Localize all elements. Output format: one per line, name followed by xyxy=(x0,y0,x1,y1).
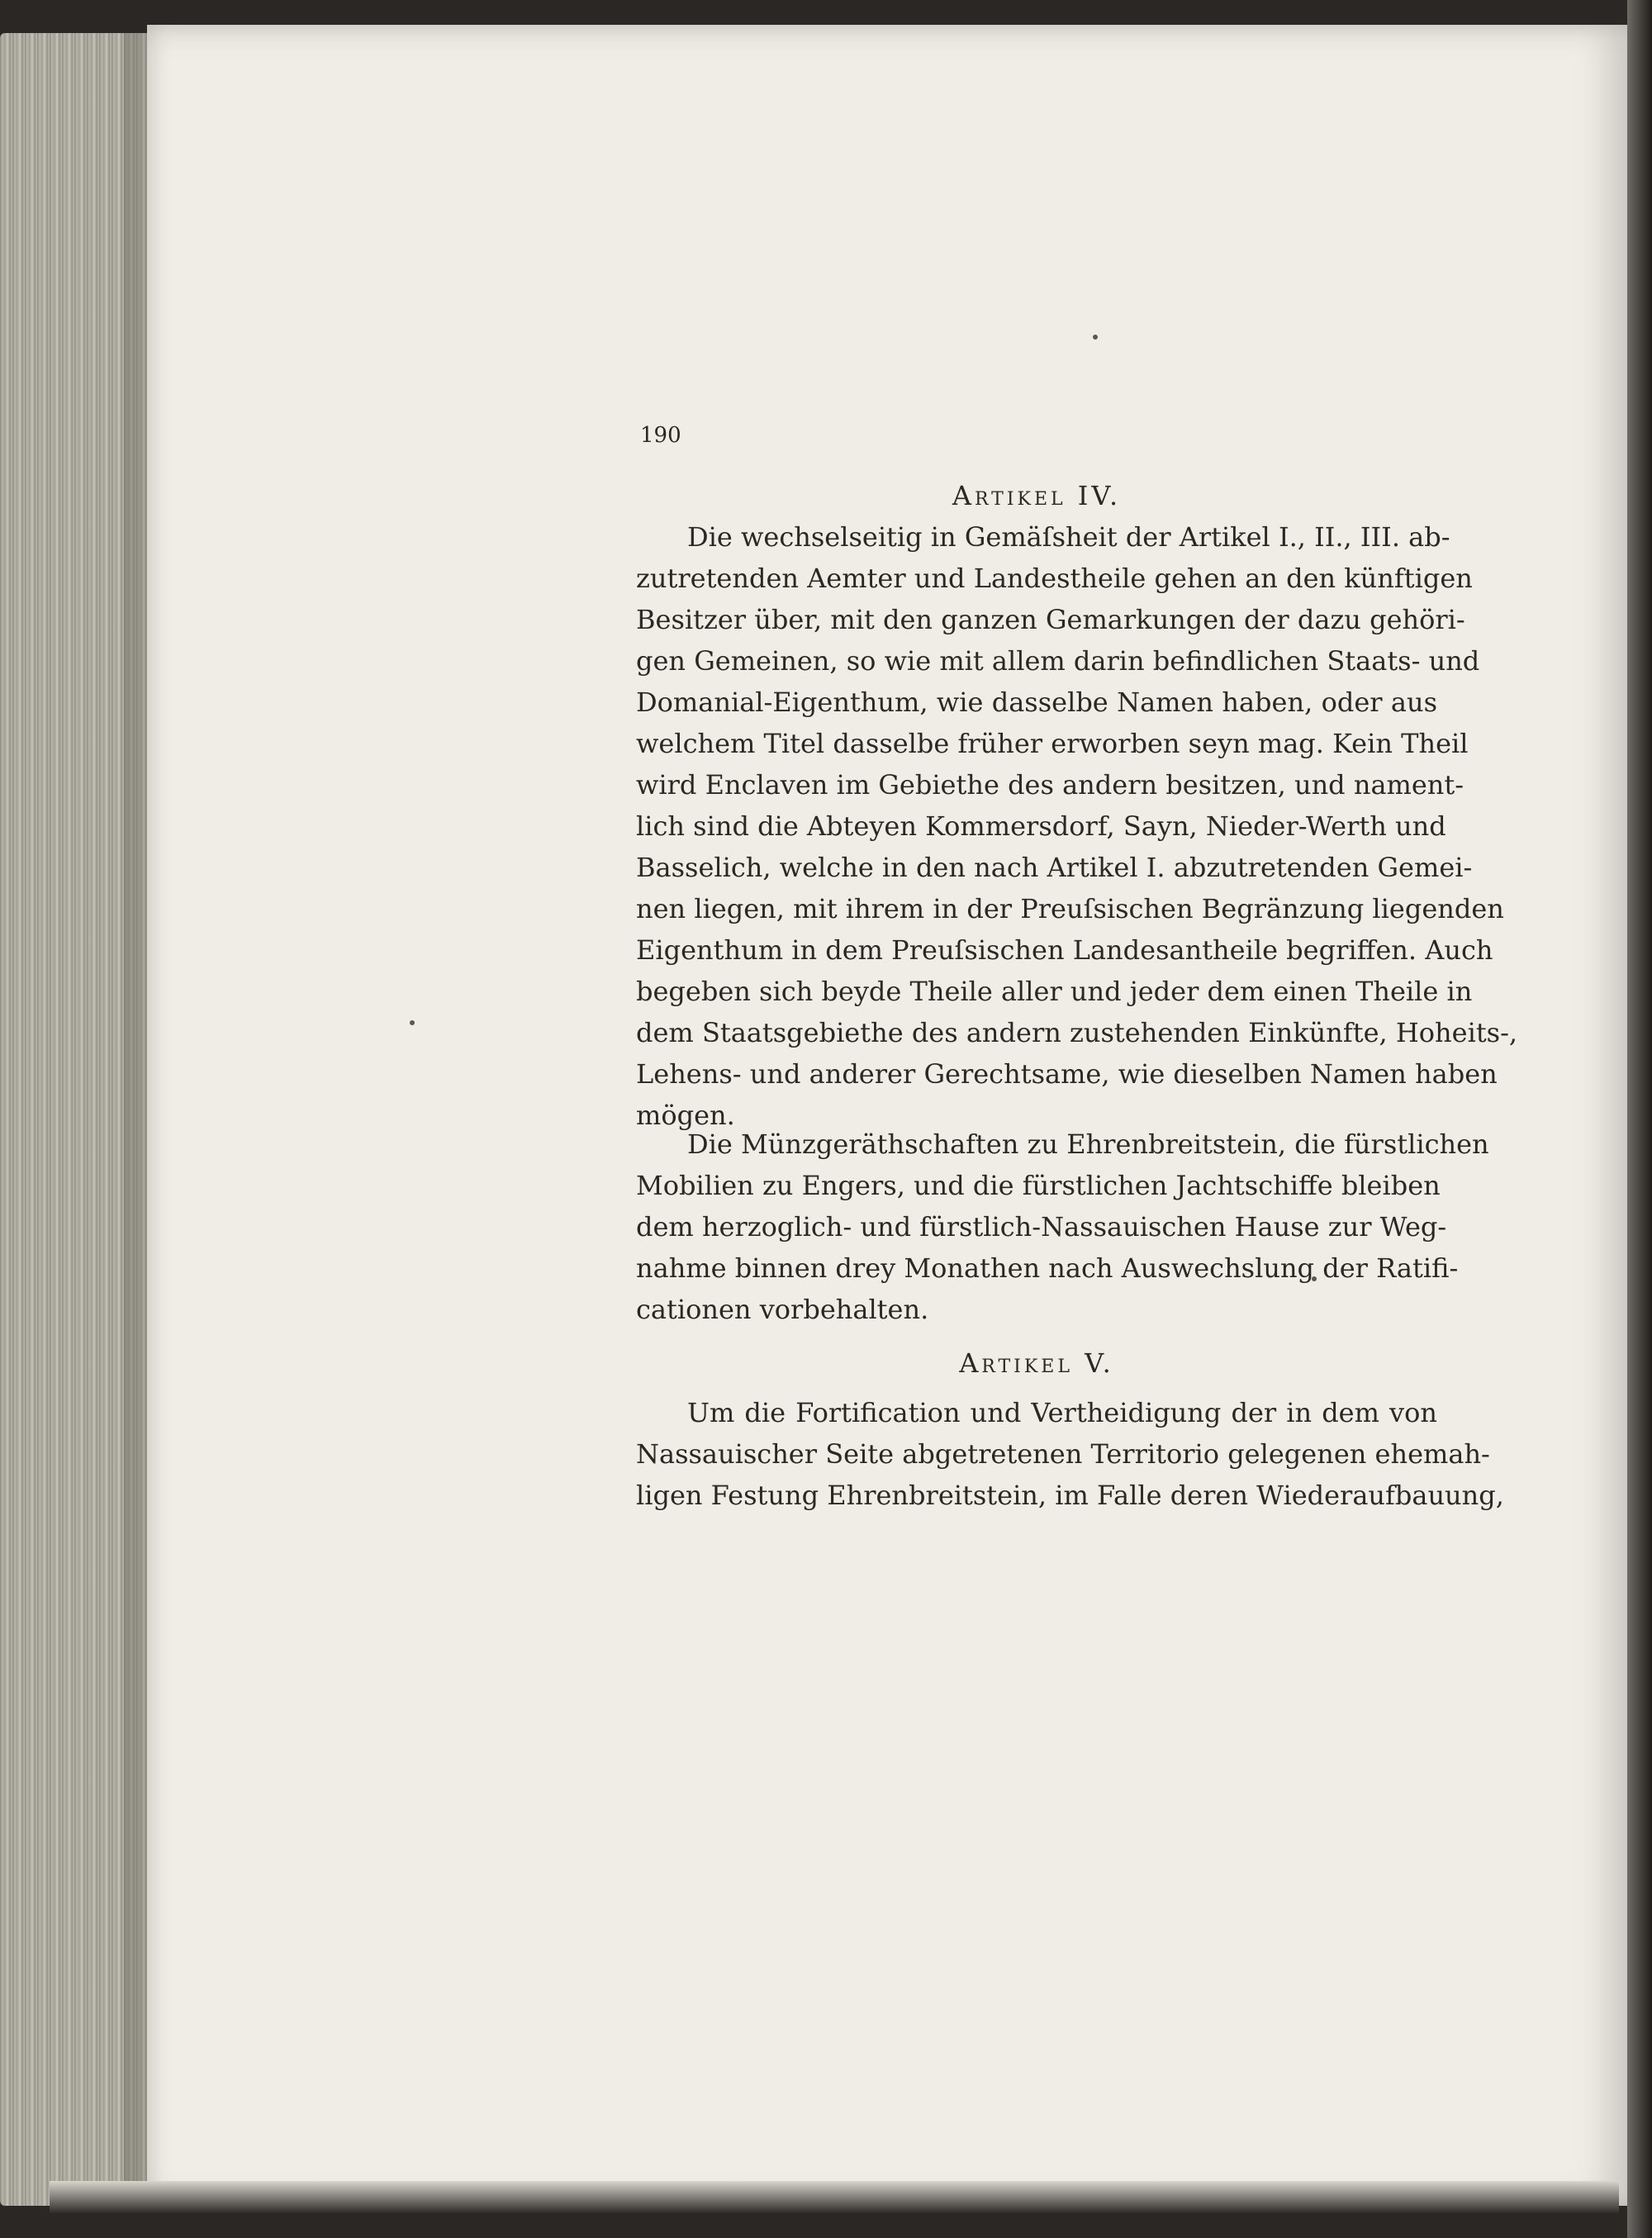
binding-shadow xyxy=(1627,0,1652,2238)
text-line: dem Staatsgebiethe des andern zustehenden Einkünfte, Hoheits-, xyxy=(636,1017,1518,1048)
article-v-paragraph-1 xyxy=(636,1392,1504,1516)
text-line: Domanial-Eigenthum, wie dasselbe Namen haben, oder aus xyxy=(636,687,1437,718)
text-line: zutretenden Aemter und Landestheile gehen an den künftigen xyxy=(636,563,1473,594)
text-line: nen liegen, mit ihrem in der Preuſsischen Begränzung liegenden xyxy=(636,893,1504,924)
article-iv-heading: Artikel IV. xyxy=(952,480,1122,511)
text-line: gen Gemeinen, so wie mit allem darin befindlichen Staats- und xyxy=(636,645,1480,677)
text-line: Basselich, welche in den nach Artikel I. abzutretenden Gemei- xyxy=(636,852,1473,883)
article-v-heading-wrap xyxy=(636,1342,1437,1384)
paper-speck xyxy=(1093,335,1098,340)
article-iv-paragraph-2 xyxy=(636,1124,1489,1330)
article-iv-paragraph-1 xyxy=(636,516,1518,1136)
text-line: wird Enclaven im Gebiethe des andern besitzen, und nament- xyxy=(636,769,1464,801)
text-line: begeben sich beyde Theile aller und jeder dem einen Theile in xyxy=(636,976,1473,1007)
text-line: Besitzer über, mit den ganzen Gemarkungen der dazu gehöri- xyxy=(636,604,1465,635)
page-bottom-shadow xyxy=(50,2181,1619,2214)
text-line: Eigenthum in dem Preuſsischen Landesantheile begriffen. Auch xyxy=(636,934,1493,966)
text-line: lich sind die Abteyen Kommersdorf, Sayn, Nieder-Werth und xyxy=(636,810,1446,842)
text-line: Um die Fortification und Vertheidigung der in dem von xyxy=(687,1397,1437,1428)
text-line: dem herzoglich- und fürstlich-Nassauischen Hause zur Weg- xyxy=(636,1211,1447,1243)
text-line: Nassauischer Seite abgetretenen Territorio gelegenen ehemah- xyxy=(636,1438,1490,1470)
text-line: nahme binnen drey Monathen nach Auswechslung der Ratifi- xyxy=(636,1252,1459,1284)
text-line: Mobilien zu Engers, und die fürstlichen Jachtschiffe bleiben xyxy=(636,1170,1441,1201)
text-line: Lehens- und anderer Gerechtsame, wie dieselben Namen haben xyxy=(636,1058,1498,1090)
page-number: 190 xyxy=(640,423,681,448)
paper-speck xyxy=(410,1020,415,1025)
text-line: cationen vorbehalten. xyxy=(636,1294,929,1325)
text-line: ligen Festung Ehrenbreitstein, im Falle deren Wiederaufbauung, xyxy=(636,1480,1504,1511)
article-v-heading: Artikel V. xyxy=(959,1347,1114,1379)
text-line: Die Münzgeräthschaften zu Ehrenbreitstein, die fürstlichen xyxy=(687,1129,1489,1160)
text-line: mögen. xyxy=(636,1100,735,1131)
text-line: Die wechselseitig in Gemäſsheit der Artikel I., II., III. ab- xyxy=(687,521,1450,553)
article-iv-heading-wrap xyxy=(636,475,1437,516)
text-line: welchem Titel dasselbe früher erworben seyn mag. Kein Theil xyxy=(636,728,1469,759)
